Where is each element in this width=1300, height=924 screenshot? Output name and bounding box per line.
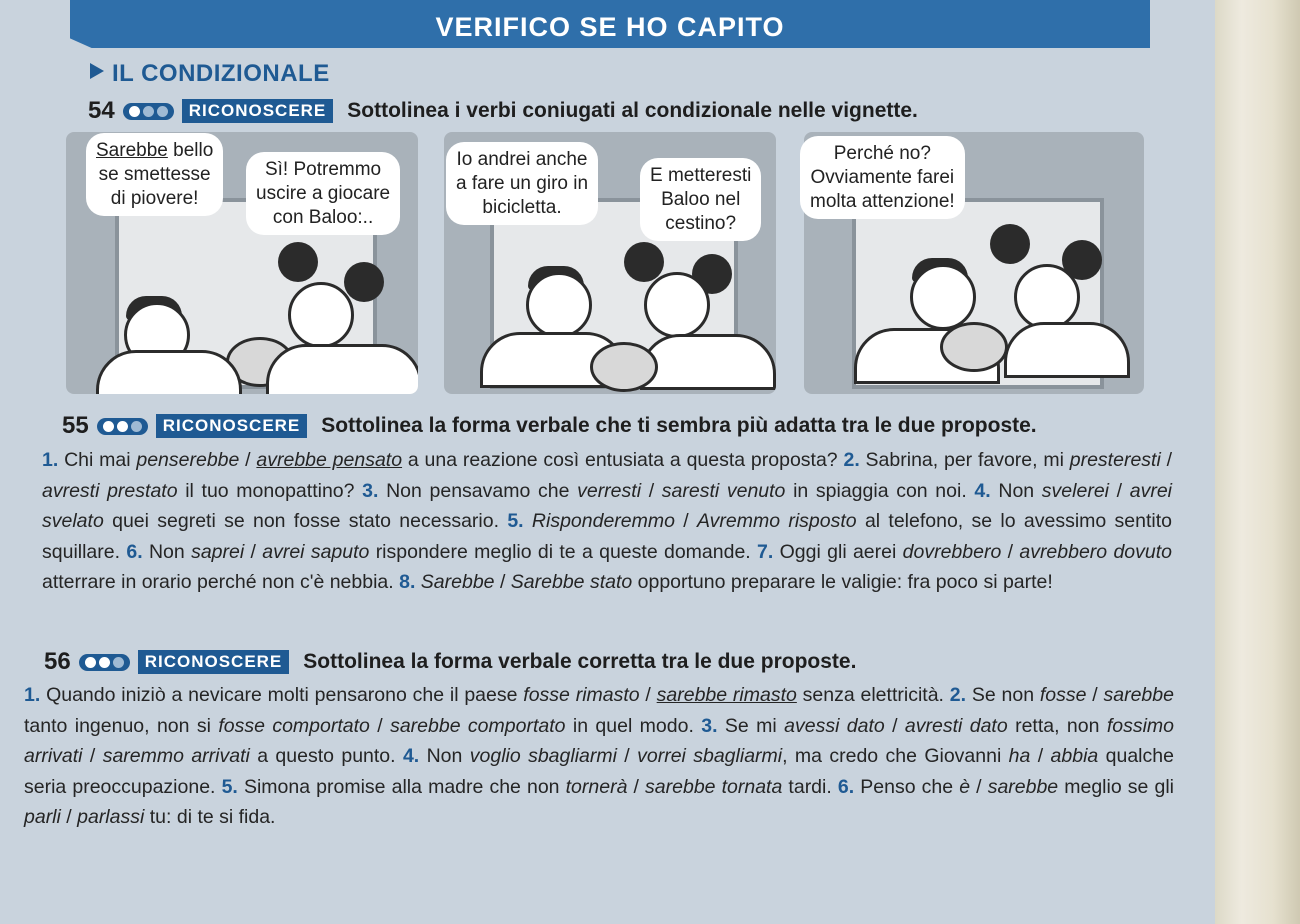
girl-hair-puff <box>624 242 664 282</box>
girl-shirt <box>266 344 418 394</box>
page-edge <box>1210 0 1300 924</box>
arrow-icon <box>90 63 104 79</box>
boy-figure <box>910 264 976 330</box>
exercise-item: 6. Non saprei / avrei saputo rispondere meglio di te a queste domande. <box>126 540 751 563</box>
exercise-item: 1. Quando iniziò a nevicare molti pensarono che il paese fosse rimasto / sarebbe rimasto senza elettricità. <box>24 684 944 706</box>
exercise-55-text <box>42 445 1172 598</box>
girl-shirt <box>1004 322 1130 378</box>
girl-figure <box>288 282 354 348</box>
difficulty-dots-icon <box>123 103 174 120</box>
exercise-instruction: Sottolinea i verbi coniugati al condizionale nelle vignette. <box>347 99 918 122</box>
girl-hair-puff <box>990 224 1030 264</box>
exercise-number: 56 <box>44 648 71 675</box>
difficulty-dots-icon <box>79 654 130 671</box>
skill-tag: RICONOSCERE <box>156 414 308 438</box>
exercise-instruction: Sottolinea la forma verbale corretta tra le due proposte. <box>303 650 857 673</box>
exercise-item: 4. Non svelerei / avrei svelato quei segreti se non fosse stato necessario. <box>42 479 1173 532</box>
speech-bubble-1: Sarebbe bello se smettesse di piovere! <box>86 133 223 216</box>
exercise-item: 7. Oggi gli aerei dovrebbero / avrebbero dovuto atterrare in orario perché non c'è nebbia. <box>42 540 1173 593</box>
speech-bubble-3: Io andrei anche a fare un giro in bicicletta. <box>446 142 598 225</box>
exercise-instruction: Sottolinea la forma verbale che ti sembra più adatta tra le due proposte. <box>321 414 1037 437</box>
exercise-56-header <box>44 648 856 676</box>
exercise-item: 4. Non voglio sbagliarmi / vorrei sbagliarmi, ma credo che Giovanni ha / abbia qualche seria preoccupazione. <box>24 745 1174 798</box>
exercise-55-header <box>62 412 1037 440</box>
exercise-number: 54 <box>88 97 115 124</box>
exercise-56-text <box>24 680 1174 833</box>
exercise-54-header <box>88 97 918 125</box>
girl-figure <box>644 272 710 338</box>
girl-shirt <box>640 334 776 390</box>
girl-figure <box>1014 264 1080 330</box>
exercise-item: 6. Penso che è / sarebbe meglio se gli parli / parlassi tu: di te si fida. <box>24 775 1174 828</box>
exercise-55-paragraph <box>42 445 1172 598</box>
girl-hair-puff <box>278 242 318 282</box>
exercise-item: 3. Non pensavamo che verresti / saresti venuto in spiaggia con noi. <box>362 479 967 502</box>
exercise-item: 3. Se mi avessi dato / avresti dato retta, non fossimo arrivati / saremmo arrivati a questo punto. <box>24 714 1175 767</box>
exercise-item: 2. Se non fosse / sarebbe tanto ingenuo, non si fosse comportato / sarebbe comportato in quel modo. <box>24 684 1174 737</box>
boy-shirt <box>96 350 242 394</box>
exercise-item: 8. Sarebbe / Sarebbe stato opportuno preparare le valigie: fra poco si parte! <box>399 571 1053 593</box>
speech-bubble-4: E metteresti Baloo nel cestino? <box>640 158 761 241</box>
girl-hair-puff <box>344 262 384 302</box>
exercise-item: 5. Simona promise alla madre che non tornerà / sarebbe tornata tardi. <box>221 775 832 798</box>
speech-bubble-5: Perché no? Ovviamente farei molta attenzione! <box>800 136 965 219</box>
skill-tag: RICONOSCERE <box>138 650 290 674</box>
exercise-item: 5. Risponderemmo / Avremmo risposto al telefono, se lo avessimo sentito squillare. <box>42 510 1172 563</box>
exercise-number: 55 <box>62 412 89 439</box>
dog-figure <box>940 322 1008 372</box>
boy-figure <box>526 272 592 338</box>
exercise-item: 2. Sabrina, per favore, mi presteresti / avresti prestato il tuo monopattino? <box>42 449 1173 502</box>
skill-tag: RICONOSCERE <box>182 99 334 123</box>
exercise-item: 1. Chi mai penserebbe / avrebbe pensato a una reazione così entusiata a questa proposta? <box>42 449 838 471</box>
difficulty-dots-icon <box>97 418 148 435</box>
dog-figure <box>590 342 658 392</box>
exercise-56-paragraph <box>24 680 1174 833</box>
speech-bubble-2: Sì! Potremmo uscire a giocare con Baloo:.. <box>246 152 400 235</box>
section-title: IL CONDIZIONALE <box>90 60 330 88</box>
page-title: VERIFICO SE HO CAPITO <box>435 12 785 42</box>
